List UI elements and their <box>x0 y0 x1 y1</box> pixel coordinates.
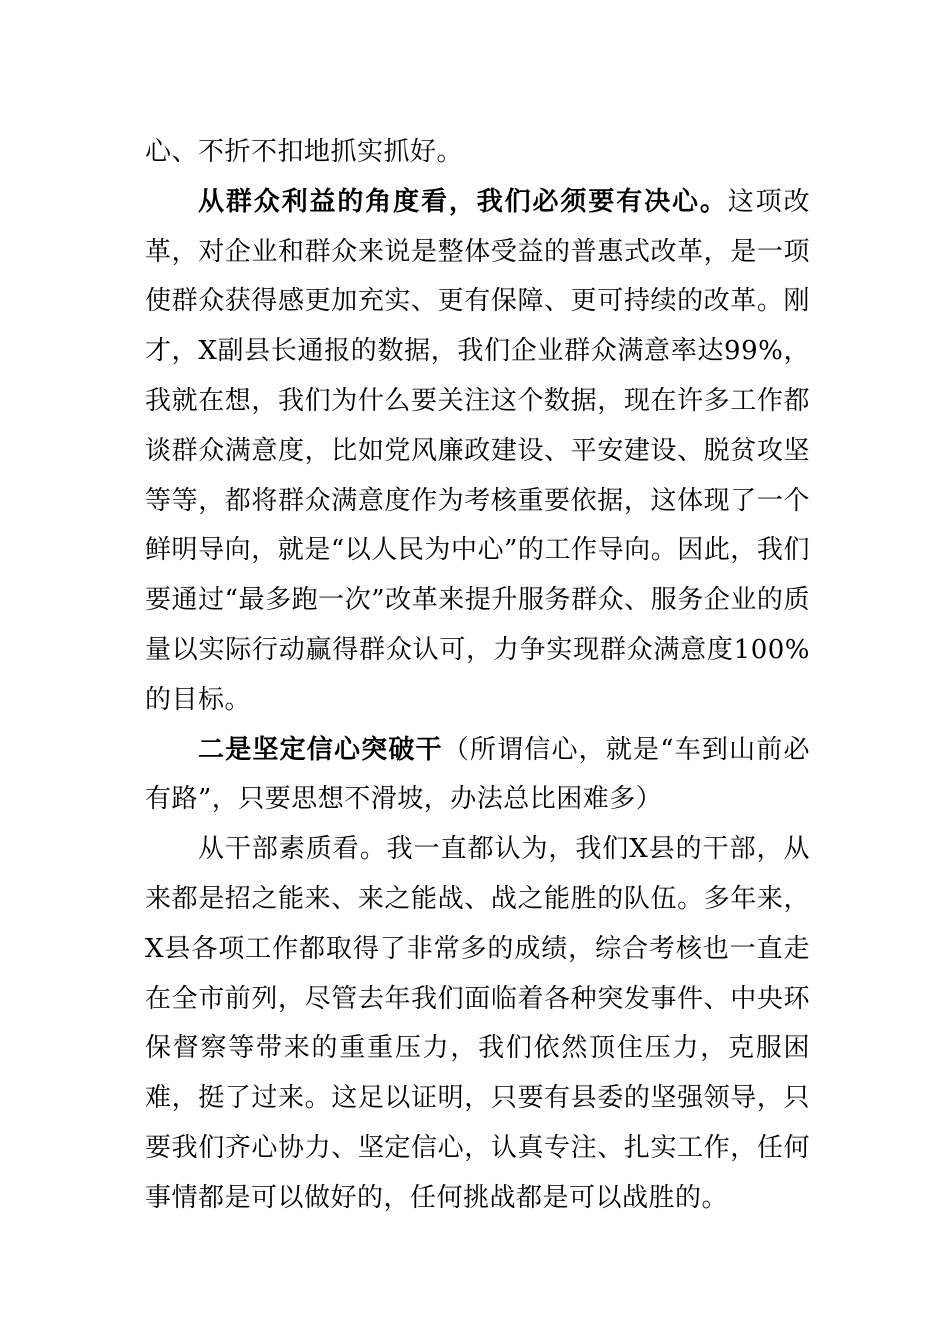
paragraph-text: 这项改革，对企业和群众来说是整体受益的普惠式改革，是一项使群众获得感更加充实、更有保障、更可持续的改革。刚才，X副县长通报的数据，我们企业群众满意率达99%，我就在想，我们为什么要关注这个数据，现在许多工作都谈群众满意度，比如党风廉政建设、平安建设、脱贫攻坚等等，都将群众满意度作为考核重要依据，这体现了一个鲜明导向，就是“以人民为中心”的工作导向。因此，我们要通过“最多跑一次”改革来提升服务群众、服务企业的质量以实际行动赢得群众认可，力争实现群众满意度100%的目标。 <box>145 186 810 715</box>
section-heading-note: （所谓信心，就是“车到山前必有路”，只要思想不滑坡，办法总比困难多） <box>145 734 810 815</box>
paragraph-mass-interest <box>145 178 810 726</box>
section-heading-lead: 二是坚定信心突破干 <box>198 734 443 765</box>
paragraph-continuation <box>145 128 810 178</box>
paragraph-lead: 从群众利益的角度看，我们必须要有决心。 <box>198 186 728 217</box>
paragraph-text: 从干部素质看。我一直都认为，我们X县的干部，从来都是招之能来、来之能战、战之能胜的队伍。多年来，X县各项工作都取得了非常多的成绩，综合考核也一直走在全市前列，尽管去年我们面临着各种突发事件、中央环保督察等带来的重重压力，我们依然顶住压力，克服困难，挺了过来。这足以证明，只要有县委的坚强领导，只要我们齐心协力、坚定信心，认真专注、扎实工作，任何事情都是可以做好的，任何挑战都是可以战胜的。 <box>145 834 810 1213</box>
section-heading-confidence <box>145 726 810 826</box>
paragraph-text: 心、不折不扣地抓实抓好。 <box>145 137 464 167</box>
paragraph-cadre-quality <box>145 825 810 1223</box>
document-page <box>145 128 810 1224</box>
